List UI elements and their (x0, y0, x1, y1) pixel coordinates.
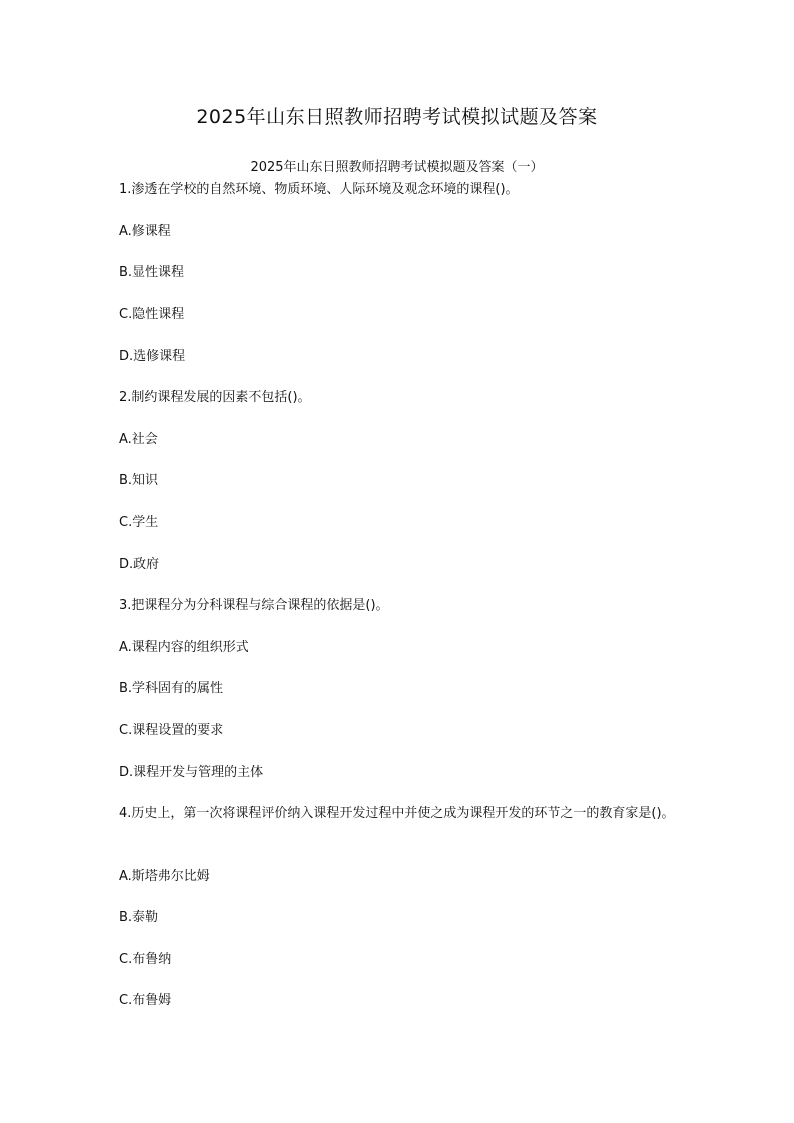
question-1-option-d: D.选修课程 (119, 349, 186, 364)
question-3-stem: 3.把课程分为分科课程与综合课程的依据是()。 (119, 598, 389, 613)
question-4-option-a: A.斯塔弗尔比姆 (119, 869, 210, 884)
question-1-stem: 1.渗透在学校的自然环境、物质环境、人际环境及观念环境的课程()。 (119, 182, 519, 197)
question-3-option-b: B.学科固有的属性 (119, 681, 224, 696)
question-2-option-d: D.政府 (119, 557, 160, 572)
question-2-option-b: B.知识 (119, 473, 159, 488)
question-1-option-c: C.隐性课程 (119, 307, 185, 322)
question-3-option-c: C.课程设置的要求 (119, 723, 224, 738)
question-4-stem: 4.历史上，第一次将课程评价纳入课程开发过程中并使之成为课程开发的环节之一的教育家是()。 (119, 806, 675, 821)
question-2-option-c: C.学生 (119, 515, 159, 530)
section-subtitle: 2025年山东日照教师招聘考试模拟题及答案（一） (250, 160, 544, 175)
question-4-option-c: C.布鲁纳 (119, 952, 172, 967)
question-1-option-b: B.显性课程 (119, 265, 185, 280)
question-3-option-d: D.课程开发与管理的主体 (119, 765, 264, 780)
question-3-option-a: A.课程内容的组织形式 (119, 640, 249, 655)
question-4-option-b: B.泰勒 (119, 910, 159, 925)
question-1-option-a: A.修课程 (119, 224, 171, 239)
question-2-stem: 2.制约课程发展的因素不包括()。 (119, 390, 311, 405)
document-title: 2025年山东日照教师招聘考试模拟试题及答案 (196, 106, 598, 128)
question-4-option-d: C.布鲁姆 (119, 993, 172, 1008)
question-2-option-a: A.社会 (119, 432, 158, 447)
